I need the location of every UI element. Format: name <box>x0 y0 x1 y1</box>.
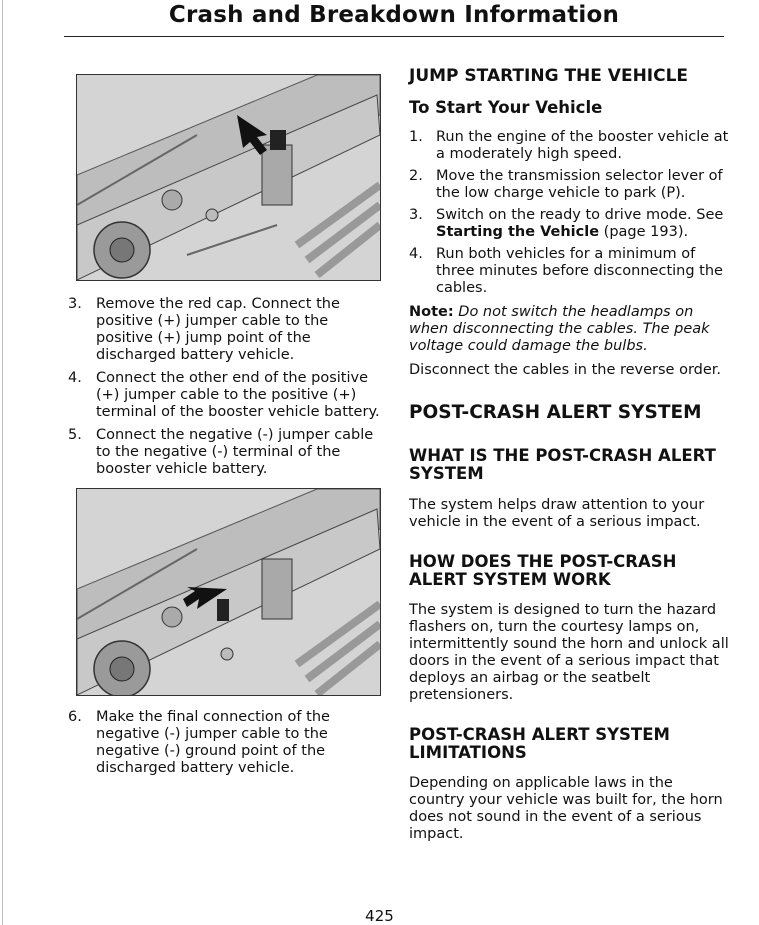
limitations-text: Depending on applicable laws in the country your vehicle was built for, the horn does not sound in the event of a serious impact. <box>409 775 723 842</box>
disconnect-text: Disconnect the cables in the reverse order. <box>409 362 722 378</box>
page-title: Crash and Breakdown Information <box>64 0 724 37</box>
page-number: 425 <box>365 907 394 925</box>
section-heading-jump-starting: JUMP STARTING THE VEHICLE <box>409 66 689 86</box>
section-heading-post-crash: POST-CRASH ALERT SYSTEM <box>409 402 702 423</box>
subheading-how-does: HOW DOES THE POST-CRASH ALERT SYSTEM WORK <box>409 552 677 589</box>
start-steps-list <box>409 129 729 302</box>
subheading-to-start: To Start Your Vehicle <box>409 98 603 117</box>
note-paragraph: Note: Do not switch the headlamps on when disconnecting the cables. The peak voltage could damage the bulbs. <box>409 304 710 354</box>
list-item: 5. Connect the negative (-) jumper cable to the negative (-) terminal of the booster vehicle battery. <box>68 427 374 477</box>
subheading-what-is: WHAT IS THE POST-CRASH ALERT SYSTEM <box>409 446 716 483</box>
how-does-text: The system is designed to turn the hazard flashers on, turn the courtesy lamps on, intermittently sound the horn and unlock all doors in the event of a serious impact that deploys an airbag or the seatbelt pretensioners. <box>409 602 729 703</box>
cross-reference-link[interactable]: Starting the Vehicle <box>436 224 600 240</box>
list-item: 1. Run the engine of the booster vehicle at a moderately high speed. <box>409 129 729 162</box>
list-item: 2. Move the transmission selector lever of the low charge vehicle to park (P). <box>409 168 723 201</box>
list-item: 4. Run both vehicles for a minimum of three minutes before disconnecting the cables. <box>409 246 723 296</box>
subheading-limitations: POST-CRASH ALERT SYSTEM LIMITATIONS <box>409 725 670 762</box>
engine-bay-illustration-positive <box>76 74 381 281</box>
steps-list-a <box>68 296 380 484</box>
list-item: 3. Switch on the ready to drive mode. See Starting the Vehicle (page 193). <box>409 207 724 240</box>
list-item: 4. Connect the other end of the positive (+) jumper cable to the positive (+) terminal of the booster vehicle battery. <box>68 370 380 420</box>
list-item: 3. Remove the red cap. Connect the positive (+) jumper cable to the positive (+) jump point of the discharged battery vehicle. <box>68 296 340 363</box>
list-item: 6. Make the final connection of the negative (-) jumper cable to the negative (-) ground point of the discharged battery vehicle. <box>68 709 330 776</box>
engine-bay-illustration-ground <box>76 488 381 696</box>
steps-list-b <box>68 709 380 783</box>
what-is-text: The system helps draw attention to your vehicle in the event of a serious impact. <box>409 497 705 530</box>
page-edge-line <box>2 0 3 925</box>
